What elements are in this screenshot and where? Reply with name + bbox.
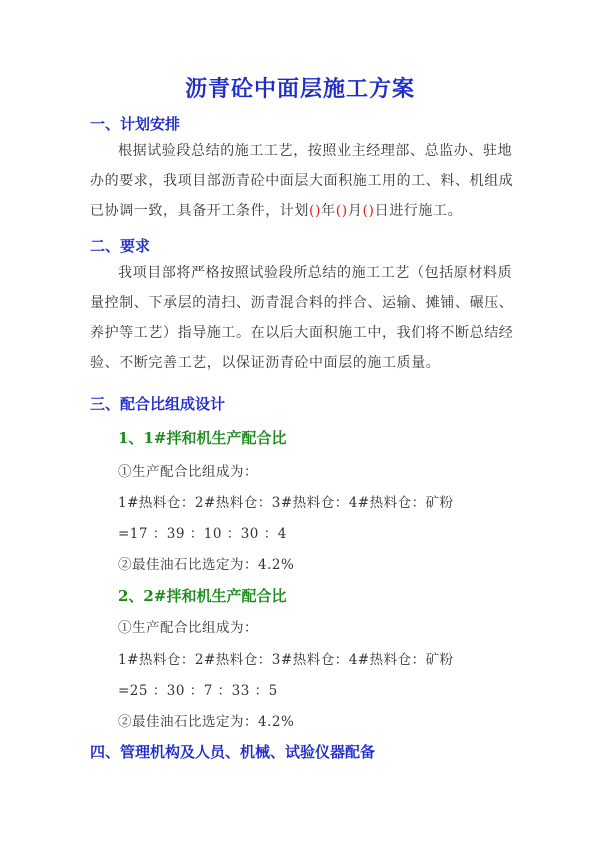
plant2-line-composition: ①生产配合比组成为： (118, 620, 258, 636)
plant2-line-asphalt: ②最佳油石比选定为：4.2% (118, 714, 295, 730)
plant1-line-composition: ①生产配合比组成为： (118, 464, 258, 480)
plant2-line-bins: 1#热料仓：2#热料仓：3#热料仓：4#热料仓：矿粉 (118, 652, 454, 668)
section-heading-plan: 一、计划安排 (90, 115, 181, 133)
month-label: 月 (347, 203, 363, 219)
section-heading-requirements: 二、要求 (90, 237, 151, 255)
subheading-plant-2: 2、2#拌和机生产配合比 (118, 587, 287, 605)
blank-month: () (335, 203, 348, 219)
blank-day: () (362, 203, 375, 219)
plan-text-pre: 根据试验段总结的施工工艺，按照业主经理部、总监办、驻地办的要求，我项目部沥青砼中面层大面积施工用的工、料、机组成已协调一致，具备开工条件，计划 (90, 143, 514, 219)
plant1-line-asphalt: ②最佳油石比选定为：4.2% (118, 557, 295, 573)
year-label: 年 (321, 203, 336, 219)
document-title: 沥青砼中面层施工方案 (184, 76, 415, 102)
plant1-line-ratio: =17 ：39 ：10 ：30 ：4 (118, 526, 287, 542)
plant1-line-bins: 1#热料仓：2#热料仓：3#热料仓：4#热料仓：矿粉 (118, 495, 454, 511)
plant2-line-ratio: =25 ：30 ：7 ：33 ：5 (118, 683, 278, 699)
section-heading-management: 四、管理机构及人员、机械、试验仪器配备 (90, 743, 376, 761)
requirements-paragraph: 我项目部将严格按照试验段所总结的施工工艺（包括原材料质量控制、下承层的清扫、沥青混合料的拌合、运输、摊铺、碾压、养护等工艺）指导施工。在以后大面积施工中，我们将不断总结经验、不断完善工艺，以保证沥青砼中面层的施工质量。 (90, 265, 514, 371)
blank-year: () (309, 203, 322, 219)
section-heading-mix: 三、配合比组成设计 (90, 395, 226, 413)
subheading-plant-1: 1、1#拌和机生产配合比 (118, 429, 287, 447)
plan-paragraph (90, 136, 522, 226)
plan-text-post: 日进行施工。 (374, 203, 463, 219)
